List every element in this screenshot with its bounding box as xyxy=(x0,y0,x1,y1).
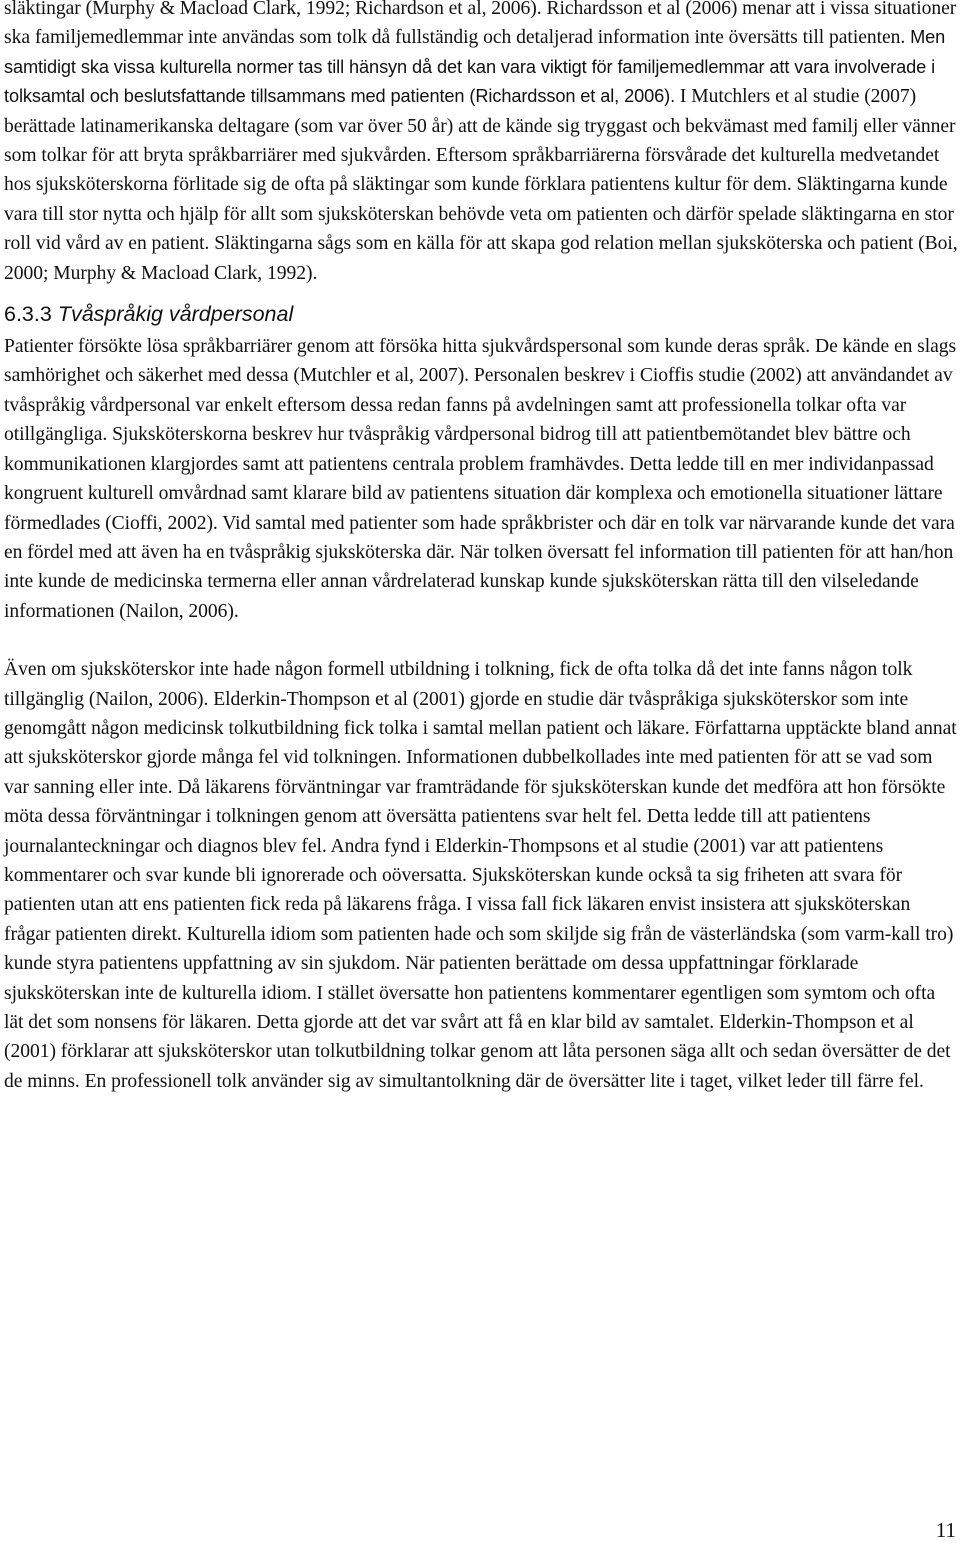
paragraph-text-sans-segment: Men samtidigt ska vissa kulturella normer tas till hänsyn då det kan vara viktigt för familjemedlemmar att vara involverade i tolksamtal och beslutsfattande tillsammans med patienten (Richardsson et al, 2006). xyxy=(4,27,946,107)
section-number: 6.3.3 xyxy=(4,302,52,327)
page-body xyxy=(4,0,958,1096)
section-heading xyxy=(4,299,958,329)
paragraph-text-serif-intro: släktingar (Murphy & Macload Clark, 1992; Richardson et al, 2006). Richardsson et al (2006) menar att i vissa situationer ska familjemedlemmar inte användas som tolk då fullständig och detaljerad information inte översätts till patienten. xyxy=(4,0,957,49)
paragraph-spacer xyxy=(4,626,958,655)
paragraph-text-serif-continuation: I Mutchlers et al studie (2007) berättade latinamerikanska deltagare (som var över 50 år) att de kände sig tryggast och bekvämast med familj eller vänner som tolkar för att bryta språkbarriärer med sjukvården. Eftersom språkbarriärerna försvårade det kulturella medvetandet hos sjuksköterskorna förlitade sig de ofta på släktingar som kunde förklara patientens kultur för dem. Släktingarna kunde vara till stor nytta och hjälp för allt som sjuksköterskan behövde veta om patienten och därför spelade släktingarna en stor roll vid vård av en patient. Släktingarna sågs som en källa för att skapa god relation mellan sjuksköterska och patient (Boi, 2000; Murphy & Macload Clark, 1992). xyxy=(4,86,958,284)
section-title: Tvåspråkig vårdpersonal xyxy=(57,302,294,327)
paragraph-nurse-interpreting: Även om sjuksköterskor inte hade någon formell utbildning i tolkning, fick de ofta tolka då det inte fanns någon tolk tillgänglig (Nailon, 2006). Elderkin-Thompson et al (2001) gjorde en studie där tvåspråkiga sjuksköterskor som inte genomgått någon medicinsk tolkutbildning fick tolka i samtal mellan patient och läkare. Författarna upptäckte bland annat att sjuksköterskor gjorde många fel vid tolkningen. Informationen dubbelkollades inte med patienten för att se vad som var sanning eller inte. Då läkarens förväntningar var framträdande för sjuksköterskan kunde det medföra att hon försökte möta dessa förväntningar i tolkningen genom att översätta patientens svar helt fel. Detta ledde till att patientens journalanteckningar och diagnos blev fel. Andra fynd i Elderkin-Thompsons et al studie (2001) var att patientens kommentarer och svar kunde bli ignorerade och oöversatta. Sjuksköterskan kunde också ta sig friheten att svara för patienten utan att ens patienten fick reda på läkarens fråga. I vissa fall fick läkaren envist insistera att sjuksköterskan frågar patienten direkt. Kulturella idiom som patienten hade och som skiljde sig från de västerländska (som varm-kall tro) kunde styra patientens uppfattning av sin sjukdom. När patienten berättade om dessa uppfattningar förklarade sjuksköterskan inte de kulturella idiom. I stället översatte hon patientens kommentarer egentligen som symtom och ofta lät det som nonsens för läkaren. Detta gjorde att det var svårt att få en klar bild av samtalet. Elderkin-Thompson et al (2001) förklarar att sjuksköterskor utan tolkutbildning tolkar genom att låta personen säga allt och sedan översätter de det de minns. En professionell tolk använder sig av simultantolkning där de översätter lite i taget, vilket leder till färre fel. xyxy=(4,659,957,1092)
page-number: 11 xyxy=(935,1518,956,1542)
paragraph-bilingual-staff: Patienter försökte lösa språkbarriärer genom att försöka hitta sjukvårdspersonal som kunde deras språk. De kände en slags samhörighet och säkerhet med dessa (Mutchler et al, 2007). Personalen beskrev i Cioffis studie (2002) att användandet av tvåspråkig vårdpersonal var enkelt eftersom dessa redan fanns på avdelningen samt att professionella tolkar ofta var otillgängliga. Sjuksköterskorna beskrev hur tvåspråkig vårdpersonal bidrog till att patientbemötandet blev bättre och kommunikationen klargjordes samt att patientens centrala problem framhävdes. Detta ledde till en mer individanpassad kongruent kulturell omvårdnad samt klarare bild av patientens situation där komplexa och emotionella situationer lättare förmedlades (Cioffi, 2002). Vid samtal med patienter som hade språkbrister och där en tolk var närvarande kunde det vara en fördel med att även ha en tvåspråkig sjuksköterska där. När tolken översatt fel information till patienten för att han/hon inte kunde de medicinska termerna eller annan vårdrelaterad kunskap kunde sjuksköterskan rätta till den vilseledande informationen (Nailon, 2006). xyxy=(4,336,957,622)
paragraph-family-interpreters xyxy=(4,0,958,288)
